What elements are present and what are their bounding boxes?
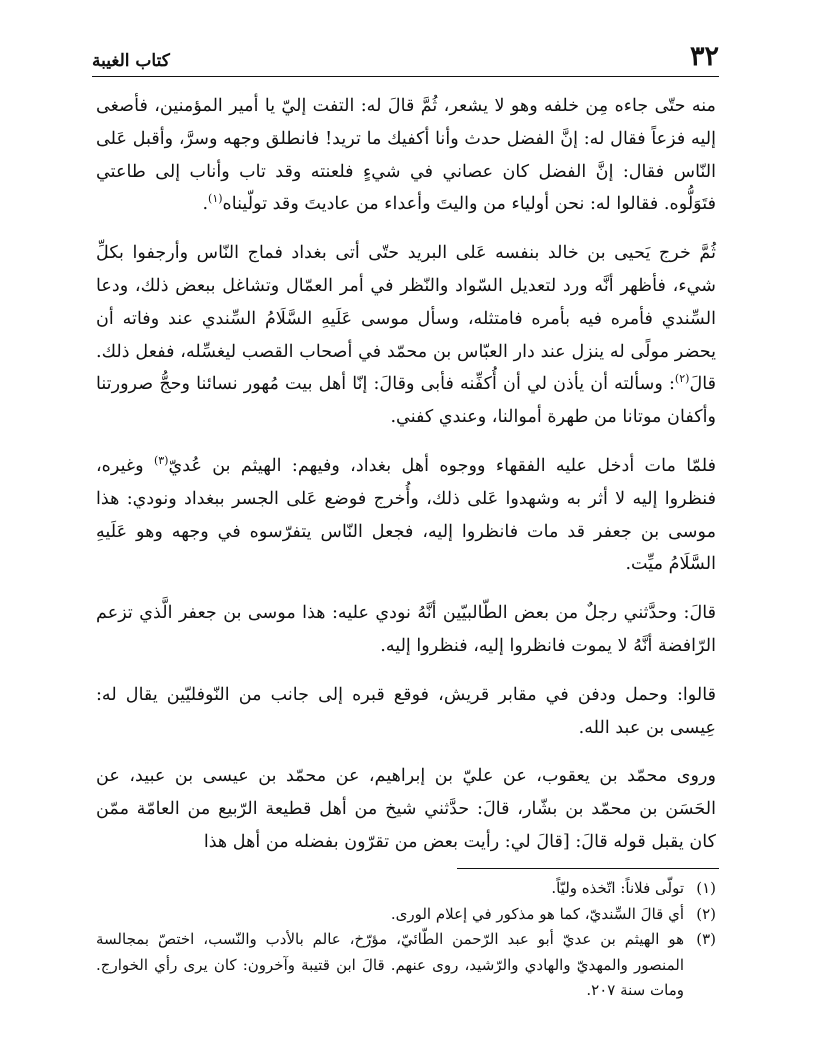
page-header xyxy=(92,38,719,70)
footnotes xyxy=(96,876,716,1004)
main-text xyxy=(96,90,716,875)
footnote-number: (٢) xyxy=(696,904,716,923)
footnote-ref: (٢) xyxy=(674,372,690,386)
paragraph-text: وروى محمّد بن يعقوب، عن عليّ بن إبراهيم، عن محمّد بن عيسى بن عبيد، عن الحَسَن بن محمّد بن بشّار، قالَ: حدَّثني شيخ من أهل قطيعة الرّبيع من العامّة ممّن كان يقبل قوله قالَ: [قالَ لي: رأيت بعض من تقرّون بفضله من أهل هذا xyxy=(96,766,716,852)
paragraph-tail: وغيره، فنظروا إليه لا أثر به وشهدوا عَلى ذلك، وأُخرج فوضع عَلى الجسر ببغداد ونودي: هذا موسى بن جعفر قد مات فانظروا إليه، فجعل النّاس يتفرّسوه في وجهه وهو عَلَيهِ السَّلَامُ ميِّت. xyxy=(96,455,716,575)
running-title: كتاب الغيبة xyxy=(92,51,170,71)
paragraph xyxy=(96,450,716,581)
paragraph xyxy=(96,597,716,663)
header-rule xyxy=(92,76,719,77)
paragraph-text: قالَ: وحدَّثني رجلٌ من بعض الطّالبيّين أنَّهُ نودي عليه: هذا موسى بن جعفر الَّذي تزعم الرّافضة أنَّهُ لا يموت فانظروا إليه، فنظروا إليه. xyxy=(96,603,716,656)
paragraph-tail: . xyxy=(202,194,209,215)
footnote xyxy=(96,876,716,902)
footnote-text: تولّى فلاناً: اتّخذه وليّاً. xyxy=(551,879,684,897)
paragraph xyxy=(96,90,716,221)
footnote xyxy=(96,902,716,928)
footnote-text: أي قالَ السِّنديّ، كما هو مذكور في إعلام الورى. xyxy=(390,904,684,923)
page-number: ٣٢ xyxy=(689,41,719,72)
footnote-rule xyxy=(457,868,719,869)
footnote-number: (١) xyxy=(696,879,716,897)
footnote-ref: (١) xyxy=(208,192,223,206)
footnote-ref: (٣) xyxy=(153,454,169,468)
paragraph-text: ثُمَّ خرج يَحيى بن خالد بنفسه عَلى البريد حتّى أتى بغداد فماج النّاس وأرجفوا بكلِّ شيء، فأظهر أنَّه ورد لتعديل السّواد والنّظر في أمر العمّال وتشاغل ببعض ذلك، ودعا السِّندي فأمره فيه بأمره فامتثله، وسأل موسى عَلَيهِ السَّلَامُ السِّندي عند وفاته أن يحضر مولًى له ينزل عند دار العبّاس بن محمّد في أصحاب القصب ليغسِّله، ففعل ذلك. قالَ xyxy=(96,243,716,395)
paragraph-text: قالوا: وحمل ودفن في مقابر قريش، فوقع قبره إلى جانب من النّوفليّين يقال له: عِيسى بن عبد الله. xyxy=(96,684,716,738)
paragraph xyxy=(96,679,716,745)
paragraph-tail: : وسألته أن يأذن لي أن أُكفِّنه فأبى وقالَ: إنّا أهل بيت مُهور نسائنا وحجُّ صرورتنا وأكفان موتانا من طهرة أموالنا، وعندي كفني. xyxy=(96,374,716,428)
paragraph xyxy=(96,237,716,434)
footnote xyxy=(96,927,716,1004)
paragraph xyxy=(96,760,716,858)
paragraph-text: فلمّا مات أدخل عليه الفقهاء ووجوه أهل بغداد، وفيهم: الهيثم بن عُديّ xyxy=(168,455,716,476)
footnote-text: هو الهيثم بن عديّ أبو عبد الرّحمن الطّائيّ، مؤرّخ، عالم بالأدب والنّسب، اختصّ بمجالسة المنصور والمهديّ والهادي والرّشيد، روى عنهم. قالَ ابن قتيبة وآخرون: كان يرى رأي الخوارج. ومات سنة ٢٠٧. xyxy=(96,930,684,999)
footnote-number: (٣) xyxy=(696,930,716,948)
paragraph-text: منه حتّى جاءه مِن خلفه وهو لا يشعر، ثُمَّ قالَ له: التفت إليّ يا أمير المؤمنين، فأصغى إليه فزعاً فقال له: إنَّ الفضل حدث وأنا أكفيك ما تريد! فانطلق وجهه وسرَّ، وأقبل عَلى النّاس فقال: إنَّ الفضل كان عصاني في شيءٍ فلعنته وقد تاب وأناب إلى طاعتي فتَوَلُّوه. فقالوا له: نحن أولياء من واليتَ وأعداء من عاديتَ وقد تولّيناه xyxy=(96,96,716,215)
